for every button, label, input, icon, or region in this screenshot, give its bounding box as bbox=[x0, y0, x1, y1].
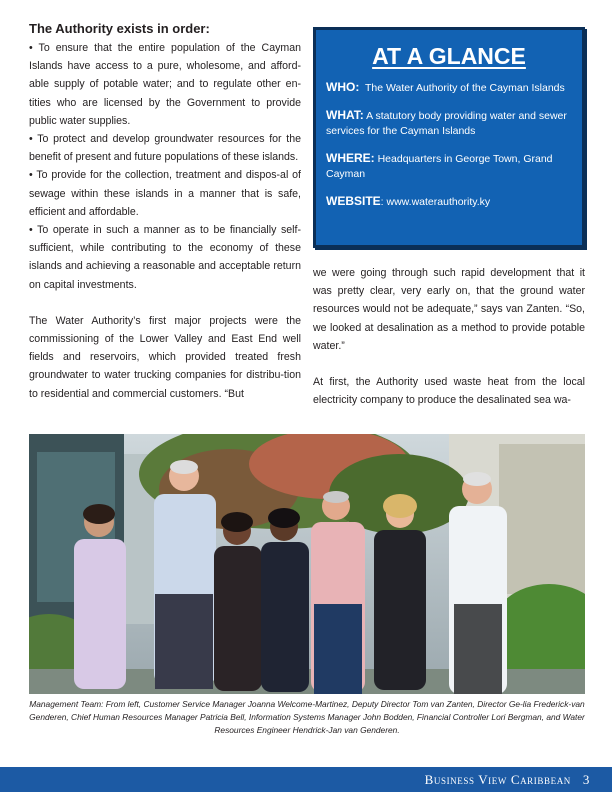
glance-where-value: Headquarters in George Town, Grand Cayman bbox=[326, 153, 553, 180]
publication-name: Business View Caribbean bbox=[424, 771, 571, 787]
at-a-glance-box bbox=[313, 27, 585, 248]
body-paragraph: The Water Authority’s first major projects were the commissioning of the Lower Valley and East End well fields and reservoirs, which provided treated fresh groundwater to water trucking companies for distribu-tion to residential and commercial customers. “But bbox=[29, 314, 301, 400]
bullet-item: • To operate in such a manner as to be financially self-sufficient, while contributing to the economy of these islands and achieving a reasonable and acceptable return on capital investments. bbox=[29, 224, 301, 291]
body-paragraph: At first, the Authority used waste heat from the local electricity company to produce the desalinated sea wa- bbox=[313, 376, 585, 407]
team-photo-illustration bbox=[29, 434, 585, 694]
glance-who bbox=[326, 80, 572, 96]
bullet-item: • To ensure that the entire population of the Cayman Islands have access to a pure, wholesome, and afford-able supply of potable water; and to regulate other en-tities who are licensed by the Government to provide public water supplies. bbox=[29, 42, 301, 127]
bullet-item: • To protect and develop groundwater resources for the benefit of present and future populations of these islands. bbox=[29, 133, 301, 164]
team-photo bbox=[29, 434, 585, 694]
glance-who-label: WHO: bbox=[326, 80, 360, 94]
section-heading: The Authority exists in order: bbox=[29, 21, 210, 36]
glance-what-label: WHAT: bbox=[326, 108, 364, 122]
glance-where-label: WHERE: bbox=[326, 151, 375, 165]
glance-who-value: The Water Authority of the Cayman Islands bbox=[364, 82, 565, 94]
page-number: 3 bbox=[582, 771, 590, 787]
right-column bbox=[313, 264, 585, 409]
page-footer bbox=[0, 767, 612, 792]
glance-title: AT A GLANCE bbox=[372, 43, 526, 69]
left-column bbox=[29, 20, 301, 403]
glance-website-label: WEBSITE bbox=[326, 194, 381, 208]
glance-website bbox=[326, 194, 572, 210]
photo-caption: Management Team: From left, Customer Service Manager Joanna Welcome-Martinez, Deputy Director Tom van Zanten, Director Ge-lia Frederick-van Genderen, Chief Human Resources Manager Patricia Bell, Information Systems Manager John Bodden, Financial Controller Lori Bergman, and Water Resources Engineer Hendrick-Jan van Genderen. bbox=[29, 699, 585, 735]
glance-what-value: A statutory body providing water and sewer services for the Cayman Islands bbox=[326, 110, 567, 137]
bullet-list bbox=[29, 39, 301, 403]
body-paragraph: we were going through such rapid development that it was pretty clear, very early on, that the ground water resources would not be adequate,” says van Zanten. “So, we looked at desalination as a method to provide potable water.” bbox=[313, 267, 585, 352]
glance-website-link[interactable]: : www.waterauthority.ky bbox=[380, 196, 491, 208]
bullet-item: • To provide for the collection, treatment and dispos-al of sewage within these islands in a manner that is safe, efficient and affordable. bbox=[29, 169, 301, 218]
glance-where bbox=[326, 151, 572, 182]
glance-what bbox=[326, 108, 572, 139]
